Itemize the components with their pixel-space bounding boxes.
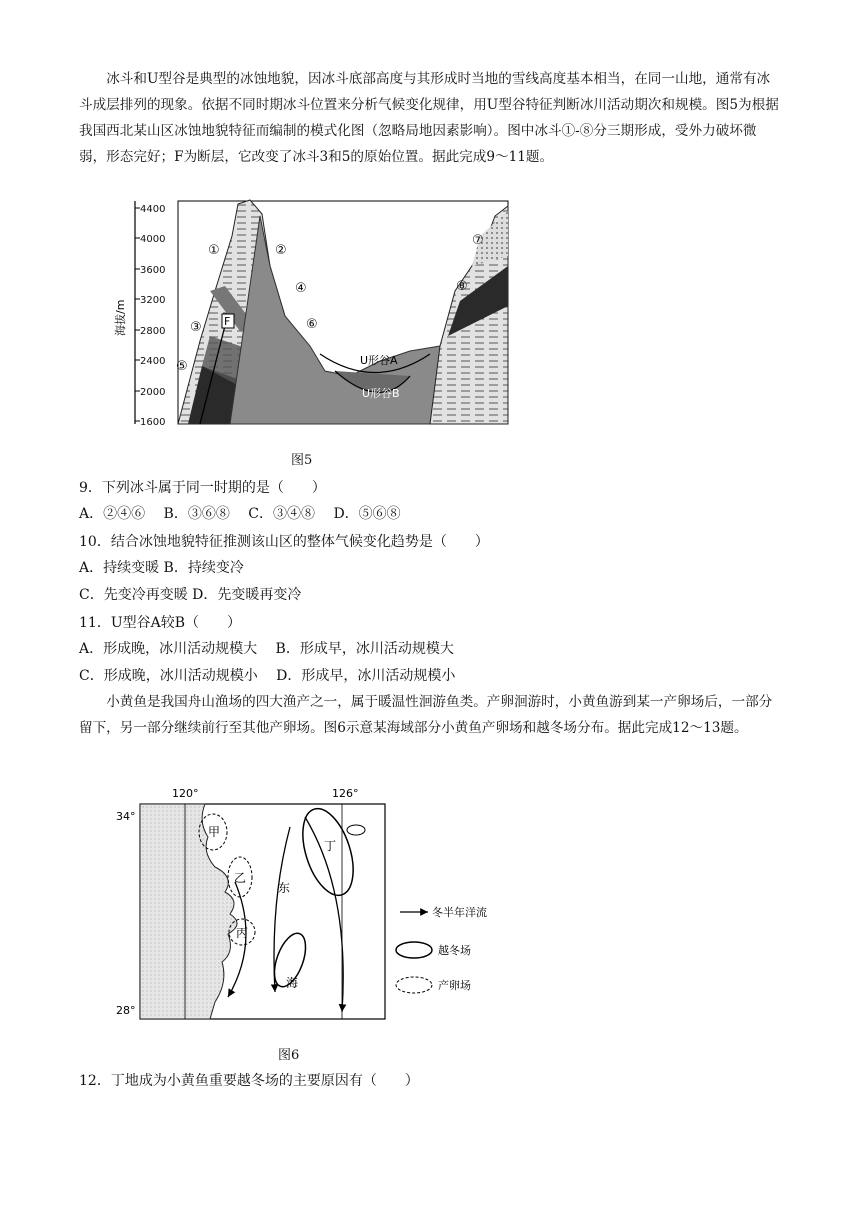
lon-120-label: 120° — [172, 787, 199, 800]
ytick-2000: 2000 — [140, 387, 166, 398]
ytick-2800: 2800 — [140, 326, 166, 337]
ytick-4400: 4400 — [140, 204, 166, 215]
ytick-1600: 1600 — [140, 417, 166, 426]
label-yi: 乙 — [234, 871, 247, 885]
question-11: 11．U型谷A较B（ ） — [79, 615, 242, 631]
cirque-6: ⑥ — [306, 317, 318, 332]
lat-34-label: 34° — [116, 810, 136, 823]
question-12: 12．丁地成为小黄鱼重要越冬场的主要原因有（ ） — [79, 1073, 419, 1089]
question-9: 9．下列冰斗属于同一时期的是（ ） — [79, 480, 326, 496]
label-bing: 丙 — [236, 926, 249, 940]
figure-5-glacial-profile — [110, 196, 530, 426]
question-11-options-2: C．形成晚，冰川活动规模小 D．形成早，冰川活动规模小 — [79, 668, 456, 684]
legend-wintering: 越冬场 — [438, 944, 471, 957]
valley-a-label: U形谷A — [360, 354, 398, 367]
cirque-2: ② — [275, 243, 287, 258]
fault-label: F — [224, 315, 231, 328]
lat-28-label: 28° — [116, 1004, 136, 1017]
figure-5-caption: 图5 — [291, 453, 313, 468]
valley-b-label: U形谷B — [362, 387, 400, 400]
figure-6-sea-map — [110, 782, 530, 1022]
question-11-options-1: A．形成晚，冰川活动规模大 B．形成早，冰川活动规模大 — [79, 641, 454, 657]
ytick-3600: 3600 — [140, 265, 166, 276]
y-axis-label: 海拔/m — [114, 299, 127, 336]
label-hai: 海 — [286, 976, 299, 990]
label-ding: 丁 — [324, 839, 337, 853]
intro-paragraph-2: 小黄鱼是我国舟山渔场的四大渔产之一，属于暖温性洄游鱼类。产卵洄游时，小黄鱼游到某一产卵场后，一部分留下，另一部分继续前行至其他产卵场。图6示意某海域部分小黄鱼产卵场和越冬场分布。据此完成12～13题。 — [79, 694, 773, 736]
label-dong: 东 — [278, 881, 291, 895]
legend-current: 冬半年洋流 — [432, 906, 487, 919]
ytick-4000: 4000 — [140, 234, 166, 245]
figure-6-caption: 图6 — [278, 1048, 300, 1063]
intro-paragraph-1: 冰斗和U型谷是典型的冰蚀地貌，因冰斗底部高度与其形成时当地的雪线高度基本相当，在同一山地，通常有冰斗成层排列的现象。依据不同时期冰斗位置来分析气候变化规律，用U型谷特征判断冰川活动期次和规模。图5为根据我国西北某山区冰蚀地貌特征而编制的模式化图（忽略局地因素影响）。图中冰斗①-⑧分三期形成，受外力破坏微弱，形态完好；F为断层，它改变了冰斗3和5的原始位置。据此完成9～11题。 — [79, 71, 779, 165]
legend-spawning: 产卵场 — [438, 979, 471, 992]
cirque-7: ⑦ — [472, 233, 484, 248]
question-10: 10．结合冰蚀地貌特征推测该山区的整体气候变化趋势是（ ） — [79, 534, 489, 550]
lon-126-label: 126° — [332, 787, 359, 800]
cirque-8: ⑧ — [456, 279, 468, 294]
question-10-options-1: A．持续变暖 B．持续变冷 — [79, 560, 244, 576]
cirque-3: ③ — [190, 320, 202, 335]
cirque-1: ① — [208, 243, 220, 258]
question-10-options-2: C．先变冷再变暖 D．先变暖再变冷 — [79, 587, 302, 603]
ytick-2400: 2400 — [140, 356, 166, 367]
cirque-4: ④ — [295, 281, 307, 296]
cirque-5: ⑤ — [176, 359, 188, 374]
question-9-options: A．②④⑥ B．③⑥⑧ C．③④⑧ D．⑤⑥⑧ — [79, 506, 401, 522]
ytick-3200: 3200 — [140, 295, 166, 306]
label-jia: 甲 — [208, 825, 221, 839]
